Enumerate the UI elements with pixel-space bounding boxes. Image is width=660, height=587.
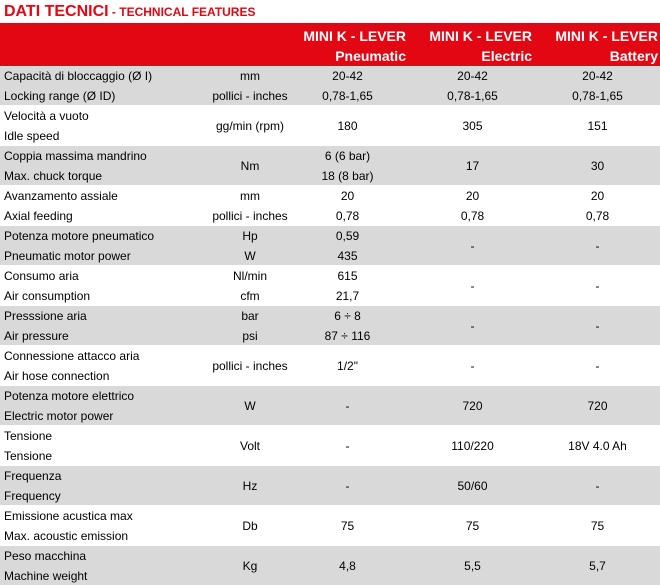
row-value [300, 226, 395, 265]
table-row [0, 186, 660, 226]
value-text: 87 ÷ 116 [324, 329, 371, 343]
value-text: 5,5 [464, 558, 481, 573]
label-english: Air hose connection [4, 369, 110, 383]
row-value [545, 386, 650, 425]
unit-text: cfm [240, 289, 260, 303]
value-text: 6 (6 bar) [324, 149, 371, 163]
row-label [4, 146, 189, 185]
row-value [300, 546, 395, 585]
column-header-battery [534, 26, 658, 66]
value-text: - [345, 398, 350, 413]
row-label [4, 226, 189, 265]
row-unit [186, 66, 314, 105]
label-english: Electric motor power [4, 409, 114, 423]
unit-text: pollici - inches [212, 89, 288, 103]
row-value [300, 266, 395, 305]
row-value [545, 546, 650, 585]
value-text: 20 [465, 189, 480, 203]
value-text: 75 [340, 518, 355, 533]
unit-text: Nl/min [232, 269, 267, 283]
label-english: Locking range (Ø ID) [4, 89, 116, 103]
label-english: Tensione [4, 449, 53, 463]
row-label [4, 186, 189, 225]
row-label [4, 346, 189, 385]
table-row [0, 506, 660, 546]
label-italian: Coppia massima mandrino [4, 149, 147, 163]
value-text: 0,78-1,65 [322, 89, 373, 103]
value-text: 20-42 [457, 69, 488, 83]
row-value [545, 146, 650, 185]
value-text: 0,78 [335, 209, 360, 223]
row-unit [186, 426, 314, 465]
unit-text: mm [240, 69, 260, 83]
row-value [300, 466, 395, 505]
row-unit [186, 546, 314, 585]
row-unit [186, 346, 314, 385]
row-value [300, 186, 395, 225]
row-label [4, 546, 189, 585]
table-row [0, 306, 660, 346]
value-text: - [345, 438, 350, 453]
value-text: 17 [465, 158, 480, 173]
row-label [4, 426, 189, 465]
row-value [545, 226, 650, 265]
row-label [4, 466, 189, 505]
value-text: 615 [337, 269, 358, 283]
row-value [420, 306, 525, 345]
value-text: 75 [465, 518, 480, 533]
column-header-electric [408, 26, 532, 66]
value-text: 151 [587, 118, 608, 133]
row-value [420, 146, 525, 185]
page-title [4, 3, 255, 23]
label-english: Idle speed [4, 129, 60, 143]
table-row [0, 226, 660, 266]
table-row [0, 466, 660, 506]
row-unit [186, 466, 314, 505]
unit-text: Db [242, 518, 258, 533]
row-value [545, 346, 650, 385]
row-value [300, 346, 395, 385]
label-italian: Potenza motore elettrico [4, 389, 135, 403]
table-row [0, 346, 660, 386]
column-model: MINI K - LEVER [303, 28, 406, 44]
column-header-pneumatic [282, 26, 406, 66]
value-text: 720 [587, 398, 608, 413]
label-english: Max. chuck torque [4, 169, 103, 183]
label-italian: Potenza motore pneumatico [4, 229, 155, 243]
unit-text: bar [241, 309, 259, 323]
value-text: - [595, 318, 600, 333]
row-value [420, 426, 525, 465]
value-text: 0,78-1,65 [447, 89, 498, 103]
label-english: Max. acoustic emission [4, 529, 129, 543]
row-unit [186, 266, 314, 305]
row-value [545, 266, 650, 305]
row-value [420, 226, 525, 265]
value-text: - [470, 238, 475, 253]
row-value [300, 146, 395, 185]
value-text: 0,78-1,65 [572, 89, 623, 103]
row-value [300, 506, 395, 545]
row-value [545, 306, 650, 345]
column-type: Pneumatic [335, 48, 406, 64]
table-row [0, 66, 660, 106]
row-value [300, 386, 395, 425]
row-label [4, 66, 189, 105]
label-english: Air pressure [4, 329, 69, 343]
row-unit [186, 306, 314, 345]
value-text: 305 [462, 118, 483, 133]
value-text: 21,7 [335, 289, 360, 303]
table-row [0, 106, 660, 146]
row-label [4, 386, 189, 425]
unit-text: Kg [242, 558, 258, 573]
table-row [0, 266, 660, 306]
value-text: 20 [590, 189, 605, 203]
value-text: 20-42 [582, 69, 613, 83]
value-text: - [595, 358, 600, 373]
row-label [4, 106, 189, 145]
label-english: Axial feeding [4, 209, 73, 223]
label-italian: Consumo aria [4, 269, 79, 283]
value-text: 75 [590, 518, 605, 533]
value-text: 20-42 [332, 69, 363, 83]
unit-text: Hp [242, 229, 258, 243]
row-value [300, 426, 395, 465]
table-row [0, 146, 660, 186]
unit-text: Nm [240, 158, 260, 173]
unit-text: psi [242, 329, 258, 343]
label-italian: Capacità di bloccaggio (Ø I) [4, 69, 153, 83]
value-text: 0,78 [585, 209, 610, 223]
table-row [0, 386, 660, 426]
value-text: - [345, 478, 350, 493]
unit-text: Volt [239, 438, 260, 453]
unit-text: gg/min (rpm) [215, 118, 284, 133]
row-value [545, 186, 650, 225]
title-main: DATI TECNICI [4, 3, 109, 20]
spec-table [0, 66, 660, 586]
row-value [545, 426, 650, 465]
row-unit [186, 506, 314, 545]
label-italian: Velocità a vuoto [4, 109, 89, 123]
row-value [420, 386, 525, 425]
value-text: 20 [340, 189, 355, 203]
row-value [420, 186, 525, 225]
row-value [545, 66, 650, 105]
row-value [545, 466, 650, 505]
row-value [420, 466, 525, 505]
row-value [545, 506, 650, 545]
value-text: 180 [337, 118, 358, 133]
row-value [420, 266, 525, 305]
value-text: 110/220 [451, 438, 494, 453]
label-italian: Frequenza [4, 469, 62, 483]
row-value [420, 106, 525, 145]
row-label [4, 266, 189, 305]
table-row [0, 426, 660, 466]
label-english: Pneumatic motor power [4, 249, 131, 263]
label-english: Machine weight [4, 569, 88, 583]
value-text: - [595, 238, 600, 253]
value-text: 0,59 [335, 229, 360, 243]
value-text: 720 [462, 398, 483, 413]
row-value [420, 506, 525, 545]
row-label [4, 306, 189, 345]
value-text: - [470, 318, 475, 333]
row-value [300, 66, 395, 105]
unit-text: W [244, 398, 256, 413]
value-text: - [595, 478, 600, 493]
row-label [4, 506, 189, 545]
table-row [0, 546, 660, 586]
row-unit [186, 226, 314, 265]
unit-text: pollici - inches [212, 209, 288, 223]
row-value [420, 346, 525, 385]
label-english: Air consumption [4, 289, 91, 303]
value-text: 30 [590, 158, 605, 173]
row-value [545, 106, 650, 145]
row-unit [186, 106, 314, 145]
label-italian: Connessione attacco aria [4, 349, 140, 363]
column-type: Electric [481, 48, 532, 64]
value-text: - [470, 278, 475, 293]
value-text: 50/60 [457, 478, 488, 493]
row-unit [186, 146, 314, 185]
label-italian: Peso macchina [4, 549, 87, 563]
value-text: 435 [337, 249, 358, 263]
value-text: 18 (8 bar) [321, 169, 374, 183]
row-unit [186, 386, 314, 425]
value-text: 1/2" [337, 358, 358, 373]
unit-text: W [244, 249, 256, 263]
table-header [0, 26, 660, 66]
column-type: Battery [609, 48, 658, 64]
label-english: Frequency [4, 489, 61, 503]
value-text: 18V 4.0 Ah [568, 438, 627, 453]
unit-text: Hz [242, 478, 258, 493]
value-text: 6 ÷ 8 [334, 309, 361, 323]
column-model: MINI K - LEVER [429, 28, 532, 44]
label-italian: Avanzamento assiale [4, 189, 118, 203]
title-sub: - TECHNICAL FEATURES [108, 5, 256, 19]
value-text: - [595, 278, 600, 293]
column-model: MINI K - LEVER [555, 28, 658, 44]
value-text: 4,8 [339, 558, 356, 573]
value-text: 0,78 [460, 209, 485, 223]
label-italian: Emissione acustica max [4, 509, 133, 523]
label-italian: Tensione [4, 429, 53, 443]
row-unit [186, 186, 314, 225]
row-value [420, 546, 525, 585]
unit-text: pollici - inches [212, 358, 288, 373]
row-value [300, 306, 395, 345]
row-value [420, 66, 525, 105]
value-text: - [470, 358, 475, 373]
row-value [300, 106, 395, 145]
label-italian: Presssione aria [4, 309, 87, 323]
unit-text: mm [240, 189, 260, 203]
value-text: 5,7 [589, 558, 606, 573]
